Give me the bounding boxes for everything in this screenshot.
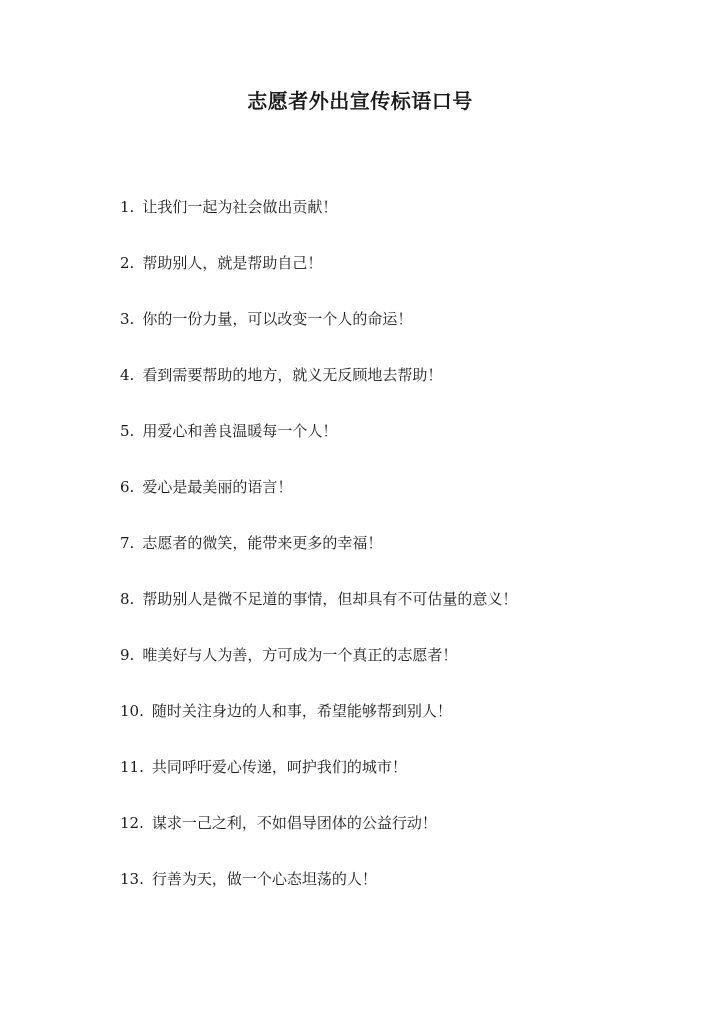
item-number: 8. (120, 590, 135, 608)
list-item (120, 753, 680, 809)
item-number: 13. (120, 870, 144, 888)
item-text: 帮助别人是微不足道的事情，但却具有不可估量的意义！ (142, 590, 518, 608)
list-item (120, 305, 680, 361)
list-item (120, 697, 680, 753)
item-number: 10. (120, 702, 144, 720)
item-text: 唯美好与人为善，方可成为一个真正的志愿者！ (142, 646, 458, 664)
item-text: 让我们一起为社会做出贡献！ (142, 198, 338, 216)
list-item (120, 585, 680, 641)
item-number: 7. (120, 534, 135, 552)
item-text: 你的一份力量，可以改变一个人的命运！ (142, 310, 413, 328)
list-item (120, 249, 680, 305)
list-item (120, 417, 680, 473)
item-number: 4. (120, 366, 135, 384)
list-item (120, 641, 680, 697)
item-text: 随时关注身边的人和事，希望能够帮到别人！ (151, 702, 452, 720)
item-number: 6. (120, 478, 135, 496)
item-number: 9. (120, 646, 135, 664)
item-number: 11. (120, 758, 144, 776)
item-text: 志愿者的微笑，能带来更多的幸福！ (142, 534, 383, 552)
list-item (120, 809, 680, 865)
list-item (120, 193, 680, 249)
item-text: 帮助别人，就是帮助自己！ (142, 254, 323, 272)
item-number: 12. (120, 814, 144, 832)
item-text: 用爱心和善良温暖每一个人！ (142, 422, 338, 440)
item-text: 谋求一己之利，不如倡导团体的公益行动！ (151, 814, 437, 832)
item-number: 2. (120, 254, 135, 272)
item-text: 共同呼吁爱心传递，呵护我们的城市！ (151, 758, 407, 776)
list-item (120, 361, 680, 417)
item-text: 看到需要帮助的地方，就义无反顾地去帮助！ (142, 366, 443, 384)
item-text: 行善为天，做一个心态坦荡的人！ (151, 870, 377, 888)
list-item (120, 865, 680, 921)
item-number: 3. (120, 310, 135, 328)
document-title: 志愿者外出宣传标语口号 (247, 89, 473, 113)
slogan-list (120, 193, 680, 921)
item-text: 爱心是最美丽的语言！ (142, 478, 293, 496)
item-number: 5. (120, 422, 135, 440)
item-number: 1. (120, 198, 135, 216)
list-item (120, 473, 680, 529)
list-item (120, 529, 680, 585)
